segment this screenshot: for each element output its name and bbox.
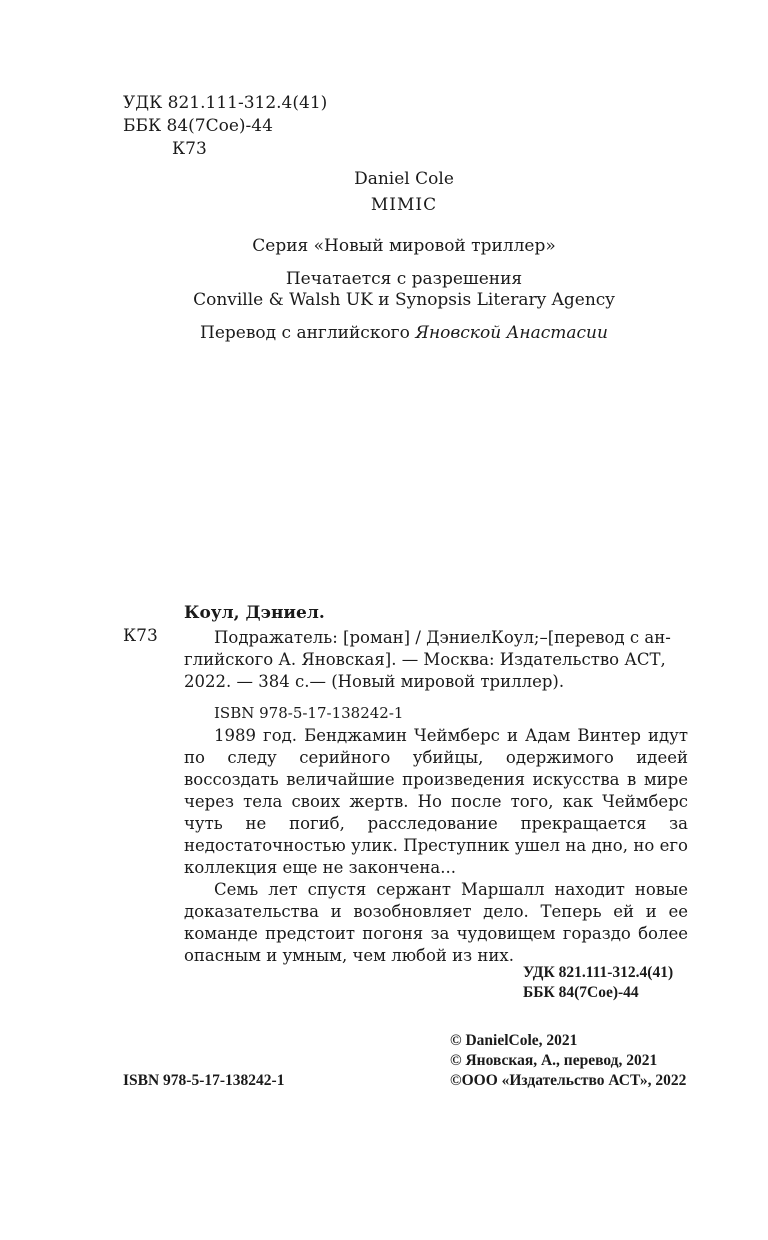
footer-udk: УДК 821.111-312.4(41): [523, 964, 674, 981]
annotation: [184, 725, 688, 967]
bbk-code: ББК 84(7Сое)-44: [123, 116, 273, 136]
translation-prefix: Перевод с английского: [200, 323, 410, 343]
copyright-publisher: ©ООО «Издательство АСТ», 2022: [450, 1072, 687, 1089]
catalog-isbn: ISBN 978-5-17-138242-1: [214, 704, 404, 722]
original-author: Daniel Cole: [354, 169, 454, 189]
annotation-paragraph: 1989 год. Бенджамин Чеймберс и Адам Винтер идут по следу серийного убийцы, одержимого идеей воссоздать величайшие произведения искусства в мире через тела своих жертв. Но после того, как Чеймберс чуть не погиб, расследование прекращается за недостаточностью улик. Преступник ушел на дно, но его коллекция еще не закончена...: [184, 726, 688, 877]
footer-bbk: ББК 84(7Сое)-44: [523, 984, 639, 1001]
original-title: MIMIC: [370, 195, 438, 215]
series-line: Серия «Новый мировой триллер»: [252, 236, 556, 256]
copyright-translation: © Яновская, А., перевод, 2021: [450, 1052, 658, 1069]
catalog-mark: К73: [123, 626, 158, 646]
footer-isbn: ISBN 978-5-17-138242-1: [123, 1072, 285, 1089]
author-mark: К73: [172, 139, 207, 159]
permission-line-1: Печатается с разрешения: [285, 269, 523, 289]
udk-code: УДК 821.111-312.4(41): [123, 93, 328, 113]
permission-line-2: Conville & Walsh UK и Synopsis Literary Agency: [193, 290, 615, 310]
translator-name: Яновской Анастасии: [415, 323, 608, 343]
catalog-author-heading: Коул, Дэниел.: [184, 603, 325, 623]
catalog-line: 2022. — 384 с.— (Новый мировой триллер).: [184, 672, 565, 691]
copyright-author: © DanielCole, 2021: [450, 1032, 578, 1049]
catalog-line: Подражатель: [роман] / ДэниелКоул;–[перевод с ан-: [214, 628, 671, 647]
catalog-entry-body: [184, 627, 688, 693]
translation-line: [20, 323, 768, 343]
annotation-paragraph: Семь лет спустя сержант Маршалл находит новые доказательства и возобновляет дело. Теперь ей и ее команде предстоит погоня за чудовищем гораздо более опасным и умным, чем любой из них.: [184, 880, 688, 965]
catalog-line: глийского А. Яновская]. — Москва: Издательство АСТ,: [184, 650, 666, 669]
